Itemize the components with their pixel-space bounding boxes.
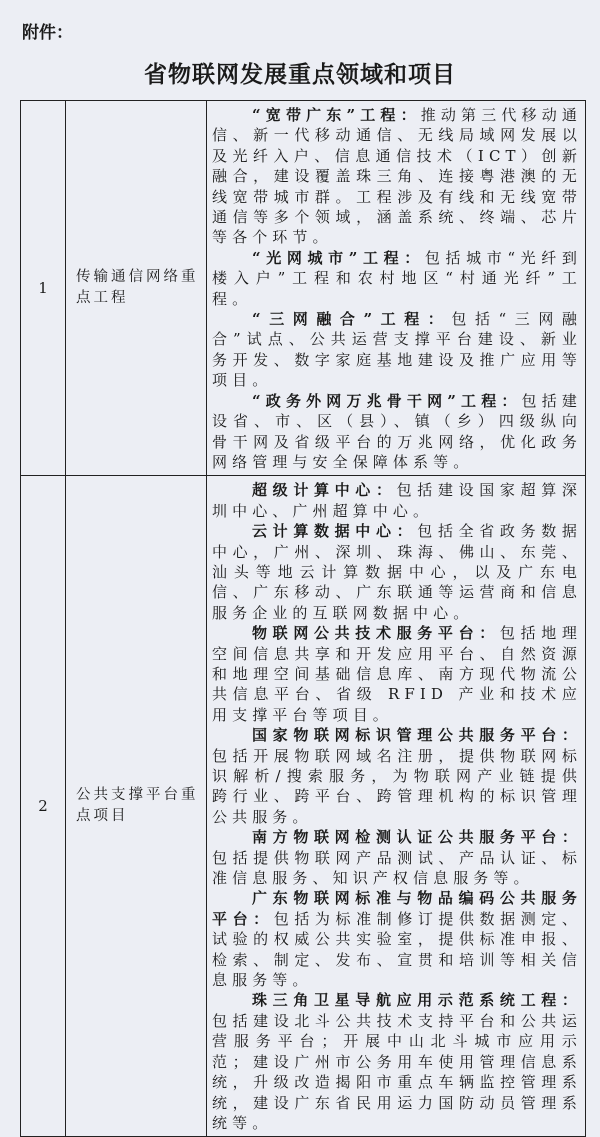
project-desc: 包括地理空间信息共享和开发应用平台、自然资源和地理空间基础信息库、南方现代物流公共信息平台、省级 RFID 产业和技术应用支撑平台等项目。 — [212, 624, 583, 724]
row-content — [207, 101, 586, 476]
project-desc: 推动第三代移动通信、新一代移动通信、无线局域网发展以及光纤入户、信息通信技术（ICT）创新融合，建设覆盖珠三角、连接粤港澳的无线宽带城市群。工程涉及有线和无线宽带通信等多个领域，涵盖系统、终端、芯片等各个环节。 — [212, 106, 582, 247]
project-name: 云计算数据中心： — [252, 522, 418, 541]
project-item — [212, 480, 582, 521]
project-desc: 包括开展物联网域名注册，提供物联网标识解析/搜索服务，为物联网产业链提供跨行业、跨平台、跨管理机构的标识管理公共服务。 — [212, 746, 582, 826]
project-name: 超级计算中心： — [252, 481, 397, 500]
project-name: 广东物联网标准与物品编码公共服务平台： — [212, 889, 582, 928]
project-desc: 包括“三网融合”试点、公共运营支撑平台建设、新业务开发、数字家庭基地建设及推广应用等项目。 — [212, 310, 582, 390]
project-item — [212, 623, 582, 725]
project-name: “宽带广东”工程： — [252, 106, 421, 124]
project-item — [212, 521, 582, 623]
project-item — [212, 248, 582, 309]
table-row — [21, 476, 586, 1137]
project-desc: 包括为标准制修订提供数据测定、试验的权威公共实验室，提供标准申报、检索、制定、发布、宣贯和培训等相关信息服务等。 — [212, 909, 582, 990]
project-item — [212, 725, 582, 827]
project-desc: 包括全省政务数据中心，广州、深圳、珠海、佛山、东莞、汕头等地云计算数据中心，以及广东电信、广东移动、广东联通等运营商和信息服务企业的互联网数据中心。 — [212, 522, 582, 622]
project-item — [212, 391, 582, 473]
project-item — [212, 827, 582, 888]
project-item — [212, 990, 582, 1133]
project-desc: 包括城市“光纤到楼入户”工程和农村地区“村通光纤”工程。 — [212, 248, 582, 308]
project-name: 物联网公共技术服务平台： — [252, 624, 500, 643]
project-desc: 包括建设省、市、区（县）、镇（乡）四级纵向骨干网及省级平台的万兆网络，优化政务网络管理与安全保障体系等。 — [212, 391, 582, 471]
project-item — [212, 309, 582, 391]
project-desc: 包括提供物联网产品测试、产品认证、标准信息服务、知识产权信息服务等。 — [212, 848, 582, 888]
projects-table — [20, 100, 586, 1137]
row-area: 公共支撑平台重点项目 — [66, 476, 207, 1137]
project-name: “光网城市”工程： — [252, 248, 425, 267]
project-item — [212, 888, 582, 990]
row-number: 1 — [21, 101, 66, 476]
project-desc: 包括建设北斗公共技术支持平台和公共运营服务平台；开展中山北斗城市应用示范；建设广州市公务用车使用管理信息系统，升级改造揭阳市重点车辆监控管理系统，建设广东省民用运力国防动员管理系统等。 — [212, 1011, 582, 1132]
document-title: 省物联网发展重点领域和项目 — [144, 61, 456, 88]
row-content — [207, 476, 586, 1137]
project-item — [212, 105, 582, 248]
project-name: 珠三角卫星导航应用示范系统工程： — [252, 991, 582, 1010]
attachment-label: 附件： — [22, 23, 73, 43]
table-row — [21, 101, 586, 476]
project-name: “三网融合”工程： — [252, 310, 452, 329]
project-name: “政务外网万兆骨干网”工程： — [252, 391, 522, 410]
row-area: 传输通信网络重点工程 — [66, 101, 207, 476]
project-desc: 包括建设国家超算深圳中心、广州超算中心。 — [212, 481, 583, 520]
project-name: 南方物联网检测认证公共服务平台： — [252, 828, 582, 847]
project-name: 国家物联网标识管理公共服务平台： — [252, 726, 582, 745]
row-number: 2 — [21, 476, 66, 1137]
